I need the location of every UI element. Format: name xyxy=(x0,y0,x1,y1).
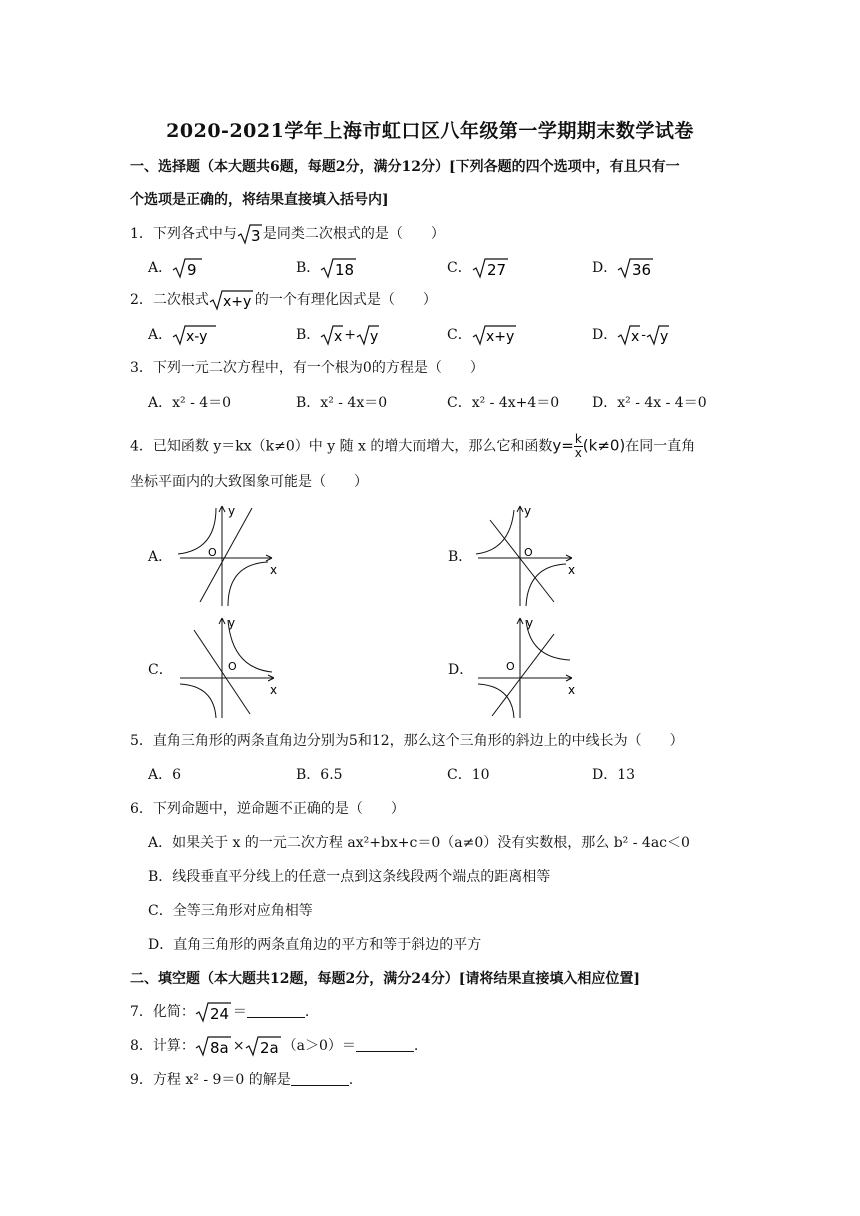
q2-option-b-radical-1 xyxy=(320,324,344,346)
exam-title: 2020-2021学年上海市虹口区八年级第一学期期末数学试卷 xyxy=(166,120,694,142)
q5-option-d-label: D． xyxy=(592,767,618,783)
q1-option-a-label: A． xyxy=(148,260,173,276)
q3-option-d[interactable] xyxy=(592,393,707,413)
q2-stem-post: 的一个有理化因式是（ ） xyxy=(254,292,437,308)
q2-option-a[interactable] xyxy=(148,324,218,346)
q3-option-d-label: D． xyxy=(592,395,618,411)
q5-option-d[interactable] xyxy=(592,765,635,785)
q5-option-a[interactable] xyxy=(148,765,181,785)
q1-option-c[interactable] xyxy=(447,257,510,279)
svg-text:2a: 2a xyxy=(259,1039,279,1057)
q2-option-a-radical xyxy=(172,324,218,346)
q2-option-d-radical-2 xyxy=(646,324,670,346)
q1-radical xyxy=(237,223,263,245)
q2-option-c[interactable] xyxy=(447,324,518,346)
svg-text:18: 18 xyxy=(335,261,355,279)
q4-graph-b-label: B． xyxy=(448,549,473,565)
svg-text:8a: 8a xyxy=(209,1039,229,1057)
q4-graph-c-y-label: y xyxy=(228,616,236,630)
q1-stem xyxy=(130,223,445,245)
q6-option-c[interactable]: C．全等三角形对应角相等 xyxy=(148,903,313,919)
q6-stem: 6．下列命题中，逆命题不正确的是（ ） xyxy=(130,801,405,817)
q3-option-a[interactable] xyxy=(148,393,231,413)
q4-graph-d-x-label: x xyxy=(568,683,576,697)
q1-option-b-label: B． xyxy=(296,260,321,276)
q8-period: . xyxy=(413,1038,419,1054)
q4-graph-b-y-label: y xyxy=(524,504,532,518)
q1-option-c-label: C． xyxy=(447,260,472,276)
q4-graph-a-x-label: x xyxy=(270,563,278,577)
q4-graph-a[interactable] xyxy=(172,502,284,608)
q6-option-a[interactable]: A．如果关于 x 的一元二次方程 ax²+bx+c＝0（a≠0）没有实数根，那么 b² - 4ac＜0 xyxy=(148,835,690,851)
q4-graph-b[interactable] xyxy=(470,502,582,608)
q8-condition: （a＞0）＝ xyxy=(282,1038,356,1054)
q1-option-d-radical xyxy=(617,257,655,279)
q3-option-d-text: x² - 4x - 4＝0 xyxy=(617,395,707,411)
q4-graph-d[interactable] xyxy=(470,614,582,720)
q4-func-denominator: x xyxy=(574,446,582,460)
q5-option-d-text: 13 xyxy=(617,767,636,783)
q5-option-c[interactable] xyxy=(447,765,490,785)
q3-option-b-label: B． xyxy=(296,395,321,411)
q3-option-c[interactable] xyxy=(447,393,559,413)
q2-option-b-label: B． xyxy=(296,327,321,343)
q3-option-a-label: A． xyxy=(148,395,173,411)
q5-stem: 5．直角三角形的两条直角边分别为5和12，那么这个三角形的斜边上的中线长为（ ） xyxy=(130,733,684,749)
svg-text:27: 27 xyxy=(486,261,506,279)
q2-option-b-operator: + xyxy=(344,327,357,343)
q8-radical-2 xyxy=(245,1035,283,1057)
q1-option-a[interactable] xyxy=(148,257,204,279)
q1-radicand: 3 xyxy=(250,227,261,245)
q3-option-b[interactable] xyxy=(296,393,387,413)
svg-text:x: x xyxy=(631,329,640,345)
q2-option-d-operator: - xyxy=(641,327,646,343)
svg-text:x+y: x+y xyxy=(485,329,515,345)
q1-option-b-radical xyxy=(320,257,358,279)
q1-stem-pre: 1．下列各式中与 xyxy=(130,226,237,242)
q4-graph-b-x-label: x xyxy=(568,563,576,577)
q6-option-b[interactable]: B．线段垂直平分线上的任意一点到这条线段两个端点的距离相等 xyxy=(148,869,551,885)
q2-option-d[interactable] xyxy=(592,324,670,346)
q2-option-c-radical xyxy=(472,324,518,346)
q7-stem xyxy=(130,1001,309,1023)
q4-stem-line2: 坐标平面内的大致图象可能是（ ） xyxy=(130,474,368,490)
svg-text:24: 24 xyxy=(209,1005,230,1023)
q4-graph-a-y-label: y xyxy=(228,504,236,518)
svg-text:x+y: x+y xyxy=(222,294,252,310)
q4-stem-post: 在同一直角 xyxy=(625,438,696,455)
q7-answer-blank[interactable] xyxy=(247,1003,305,1018)
q2-option-d-label: D． xyxy=(592,327,618,343)
q4-graph-d-y-label: y xyxy=(526,616,534,630)
q9-period: . xyxy=(348,1072,354,1088)
q4-func-condition: (k≠0) xyxy=(582,436,626,455)
q4-graph-c[interactable] xyxy=(172,614,284,720)
q8-answer-blank[interactable] xyxy=(356,1037,414,1052)
q2-stem xyxy=(130,289,437,311)
svg-text:y: y xyxy=(370,329,379,345)
q9-answer-blank[interactable] xyxy=(291,1071,349,1086)
q1-stem-post: 是同类二次根式的是（ ） xyxy=(262,226,445,242)
q4-graph-d-label: D． xyxy=(448,662,474,678)
section1-heading-line2: 个选项是正确的，将结果直接填入括号内] xyxy=(130,192,389,208)
q4-graph-c-x-label: x xyxy=(270,683,278,697)
q4-graph-d-origin: O xyxy=(506,660,515,673)
q5-option-a-label: A． xyxy=(148,767,173,783)
q8-radical-1 xyxy=(195,1035,233,1057)
q2-option-c-label: C． xyxy=(447,327,472,343)
q3-stem: 3．下列一元二次方程中，有一个根为0的方程是（ ） xyxy=(130,360,484,376)
q2-option-a-label: A． xyxy=(148,327,173,343)
svg-text:y: y xyxy=(659,329,669,345)
section1-heading-line1: 一、选择题（本大题共6题，每题2分，满分12分）[下列各题的四个选项中，有且只有一 xyxy=(130,159,680,175)
q9-stem xyxy=(130,1070,353,1090)
q1-option-b[interactable] xyxy=(296,257,358,279)
q2-stem-pre: 2．二次根式 xyxy=(130,292,209,308)
q3-option-c-text: x² - 4x+4＝0 xyxy=(471,395,560,411)
q4-stem-pre: 4．已知函数 y＝kx（k≠0）中 y 随 x 的增大而增大，那么它和函数 xyxy=(130,438,553,455)
q2-radical xyxy=(209,289,255,311)
q5-option-a-text: 6 xyxy=(172,767,182,783)
q3-option-a-text: x² - 4＝0 xyxy=(172,395,232,411)
q4-func-numerator: k xyxy=(574,432,582,446)
q3-option-b-text: x² - 4x＝0 xyxy=(320,395,388,411)
svg-text:9: 9 xyxy=(187,261,197,279)
q5-option-c-label: C． xyxy=(447,767,472,783)
q4-stem-line1 xyxy=(130,433,695,460)
q2-option-d-radical-1 xyxy=(617,324,641,346)
q9-stem-text: 9．方程 x² - 9＝0 的解是 xyxy=(130,1072,291,1088)
q4-graph-c-origin: O xyxy=(228,660,237,673)
q4-graph-a-label: A． xyxy=(148,549,173,565)
section2-heading: 二、填空题（本大题共12题，每题2分，满分24分）[请将结果直接填入相应位置] xyxy=(130,971,640,987)
q5-option-b[interactable] xyxy=(296,765,343,785)
q6-option-d[interactable]: D．直角三角形的两条直角边的平方和等于斜边的平方 xyxy=(148,937,482,953)
q8-stem-pre: 8．计算： xyxy=(130,1038,195,1054)
q7-equals: ＝ xyxy=(232,1004,247,1020)
q4-func-fraction xyxy=(574,433,583,460)
q4-graph-c-label: C． xyxy=(148,662,173,678)
q1-option-d[interactable] xyxy=(592,257,655,279)
q2-option-b[interactable] xyxy=(296,324,380,346)
q1-option-c-radical xyxy=(472,257,510,279)
q4-graph-b-origin: O xyxy=(524,546,533,559)
q5-option-b-text: 6.5 xyxy=(320,767,343,783)
q4-func-lhs: y= xyxy=(552,436,574,455)
q4-graph-a-origin: O xyxy=(208,546,217,559)
svg-text:x-y: x-y xyxy=(186,329,208,345)
q3-option-c-label: C． xyxy=(447,395,472,411)
q1-option-d-label: D． xyxy=(592,260,618,276)
q5-option-c-text: 10 xyxy=(471,767,490,783)
q5-option-b-label: B． xyxy=(296,767,321,783)
q7-stem-pre: 7．化简： xyxy=(130,1004,195,1020)
q7-radical xyxy=(195,1001,233,1023)
q2-option-b-radical-2 xyxy=(356,324,380,346)
q8-stem xyxy=(130,1035,418,1057)
q8-times: × xyxy=(232,1038,245,1054)
q7-period: . xyxy=(304,1004,310,1020)
svg-text:36: 36 xyxy=(632,261,652,279)
q1-option-a-radical xyxy=(172,257,204,279)
svg-text:x: x xyxy=(334,329,343,345)
